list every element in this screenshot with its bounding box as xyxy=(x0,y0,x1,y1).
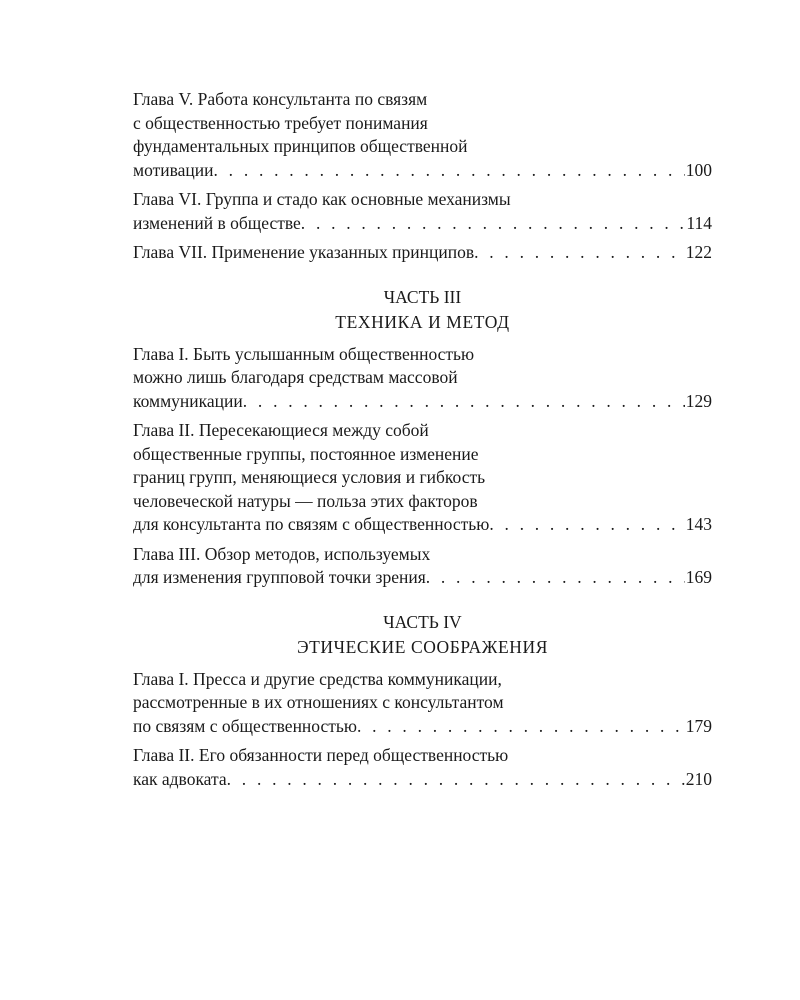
toc-entry-chapter-6[interactable] xyxy=(133,188,712,235)
page-number: 129 xyxy=(685,390,712,411)
entry-line: рассмотренные в их отношениях с консультантом xyxy=(133,692,504,712)
toc-entry-part4-chapter-1[interactable] xyxy=(133,668,712,739)
dot-leader xyxy=(357,715,685,739)
entry-line: Глава I. Быть услышанным общественностью xyxy=(133,343,475,364)
entry-text: коммуникации xyxy=(133,390,243,411)
part-title: ТЕХНИКА И МЕТОД xyxy=(335,311,510,332)
entry-line: Глава I. Пресса и другие средства коммуникации, xyxy=(133,668,502,689)
part-heading-3 xyxy=(133,285,712,335)
toc-entry-part3-chapter-2[interactable] xyxy=(133,419,712,537)
toc-entry-chapter-5[interactable] xyxy=(133,88,712,182)
entry-last-line xyxy=(133,159,712,183)
dot-leader xyxy=(214,159,685,183)
entry-last-line xyxy=(133,715,712,739)
entry-last-line xyxy=(133,513,712,537)
page-number: 100 xyxy=(685,159,712,180)
entry-line: границ групп, меняющиеся условия и гибкость xyxy=(133,467,486,487)
entry-line: Глава III. Обзор методов, используемых xyxy=(133,543,431,564)
dot-leader xyxy=(426,566,685,590)
part-number: ЧАСТЬ III xyxy=(383,286,462,307)
entry-text: изменений в обществе xyxy=(133,212,301,233)
part-number: ЧАСТЬ IV xyxy=(383,611,462,632)
page-number: 122 xyxy=(685,242,712,262)
entry-last-line xyxy=(133,212,712,236)
entry-last-line xyxy=(133,241,712,265)
toc-entry-chapter-7[interactable] xyxy=(133,241,712,265)
part-heading-4 xyxy=(133,610,712,660)
dot-leader xyxy=(489,513,684,537)
page-number: 169 xyxy=(685,567,712,587)
entry-last-line xyxy=(133,566,712,590)
entry-line: фундаментальных принципов общественной xyxy=(133,136,468,156)
entry-line: можно лишь благодаря средствам массовой xyxy=(133,367,458,387)
entry-text: для изменения групповой точки зрения xyxy=(133,567,426,587)
page-number: 114 xyxy=(686,212,712,233)
toc-entry-part3-chapter-3[interactable] xyxy=(133,543,712,590)
dot-leader xyxy=(227,768,685,792)
dot-leader xyxy=(474,241,685,265)
dot-leader xyxy=(243,390,685,414)
part-title: ЭТИЧЕСКИЕ СООБРАЖЕНИЯ xyxy=(296,636,549,657)
entry-text: мотивации xyxy=(133,159,214,180)
entry-line: Глава II. Его обязанности перед общественностью xyxy=(133,745,509,765)
page-number: 210 xyxy=(685,768,712,789)
toc-entry-part4-chapter-2[interactable] xyxy=(133,744,712,791)
entry-line: Глава II. Пересекающиеся между собой xyxy=(133,420,429,440)
dot-leader xyxy=(301,212,686,236)
entry-text: по связям с общественностью xyxy=(133,715,357,736)
entry-last-line xyxy=(133,768,712,792)
entry-text: для консультанта по связям с общественностью xyxy=(133,514,490,534)
page-number: 143 xyxy=(685,514,712,534)
entry-text: Глава VII. Применение указанных принципов xyxy=(133,242,475,262)
entry-line: общественные группы, постоянное изменение xyxy=(133,443,479,464)
entry-line: Глава VI. Группа и стадо как основные механизмы xyxy=(133,189,511,209)
entry-last-line xyxy=(133,390,712,414)
entry-line: человеческой натуры — польза этих факторов xyxy=(133,490,478,511)
toc-entry-part3-chapter-1[interactable] xyxy=(133,343,712,414)
page-number: 179 xyxy=(685,715,712,736)
entry-text: как адвоката xyxy=(133,768,227,789)
entry-line: с общественностью требует понимания xyxy=(133,112,428,133)
entry-line: Глава V. Работа консультанта по связям xyxy=(133,89,428,109)
table-of-contents xyxy=(133,88,712,797)
